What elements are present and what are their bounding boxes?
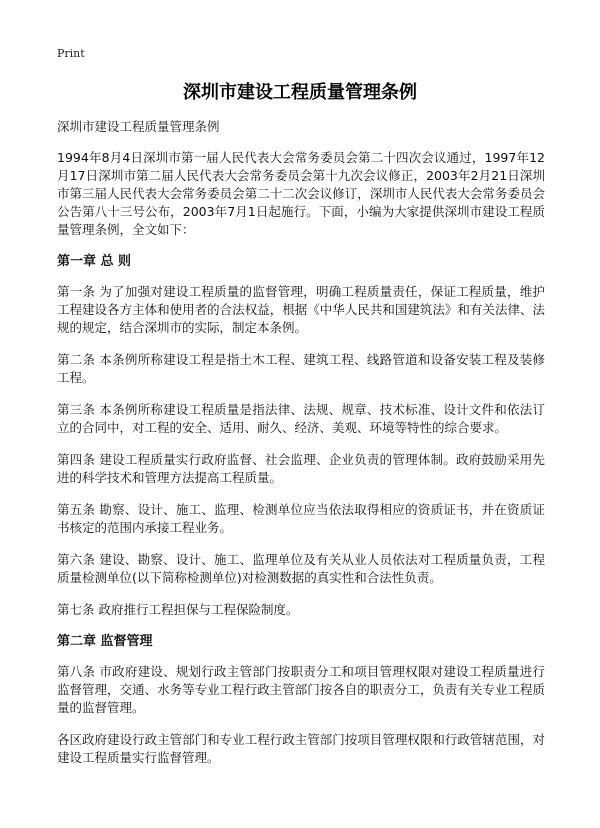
article-3: 第三条 本条例所称建设工程质量是指法律、法规、规章、技术标准、设计文件和依法订立的合同中，对工程的安全、适用、耐久、经济、美观、环境等特性的综合要求。 <box>57 402 545 435</box>
article-8-continued: 各区政府建设行政主管部门和专业工程行政主管部门按项目管理权限和行政管辖范围，对建设工程质量实行监督管理。 <box>57 732 545 765</box>
chapter-heading-1: 第一章 总 则 <box>57 254 132 269</box>
article-4: 第四条 建设工程质量实行政府监督、社会监理、企业负责的管理体制。政府鼓励采用先进的科学技术和管理方法提高工程质量。 <box>57 452 545 485</box>
article-1: 第一条 为了加强对建设工程质量的监督管理，明确工程质量责任，保证工程质量，维护工程建设各方主体和使用者的合法权益，根据《中华人民共和国建筑法》和有关法律、法规的规定，结合深圳市的实际，制定本条例。 <box>57 284 545 335</box>
article-2: 第二条 本条例所称建设工程是指土木工程、建筑工程、线路管道和设备安装工程及装修工程。 <box>57 352 545 385</box>
article-7: 第七条 政府推行工程担保与工程保险制度。 <box>57 602 299 617</box>
article-8: 第八条 市政府建设、规划行政主管部门按职责分工和项目管理权限对建设工程质量进行监督管理，交通、水务等专业工程行政主管部门按各自的职责分工，负责有关专业工程质量的监督管理。 <box>57 664 545 715</box>
chapter-heading-2: 第二章 监督管理 <box>57 634 153 649</box>
article-5: 第五条 勘察、设计、施工、监理、检测单位应当依法取得相应的资质证书，并在资质证书核定的范围内承接工程业务。 <box>57 502 545 535</box>
article-6: 第六条 建设、勘察、设计、施工、监理单位及有关从业人员依法对工程质量负责，工程质量检测单位(以下简称检测单位)对检测数据的真实性和合法性负责。 <box>57 552 545 585</box>
document-subtitle: 深圳市建设工程质量管理条例 <box>57 119 220 134</box>
print-link[interactable]: Print <box>57 47 85 60</box>
intro-paragraph: 1994年8月4日深圳市第一届人民代表大会常务委员会第二十四次会议通过，1997年12月17日深圳市第二届人民代表大会常务委员会第十九次会议修正，2003年2月21日深圳市第三届人民代表大会常务委员会第二十二次会议修订，深圳市人民代表大会常务委员会公告第八十三号公布，2003年7月1日起施行。下面，小编为大家提供深圳市建设工程质量管理条例，全文如下： <box>57 150 545 237</box>
document-title: 深圳市建设工程质量管理条例 <box>183 82 417 103</box>
document-body <box>57 118 545 781</box>
